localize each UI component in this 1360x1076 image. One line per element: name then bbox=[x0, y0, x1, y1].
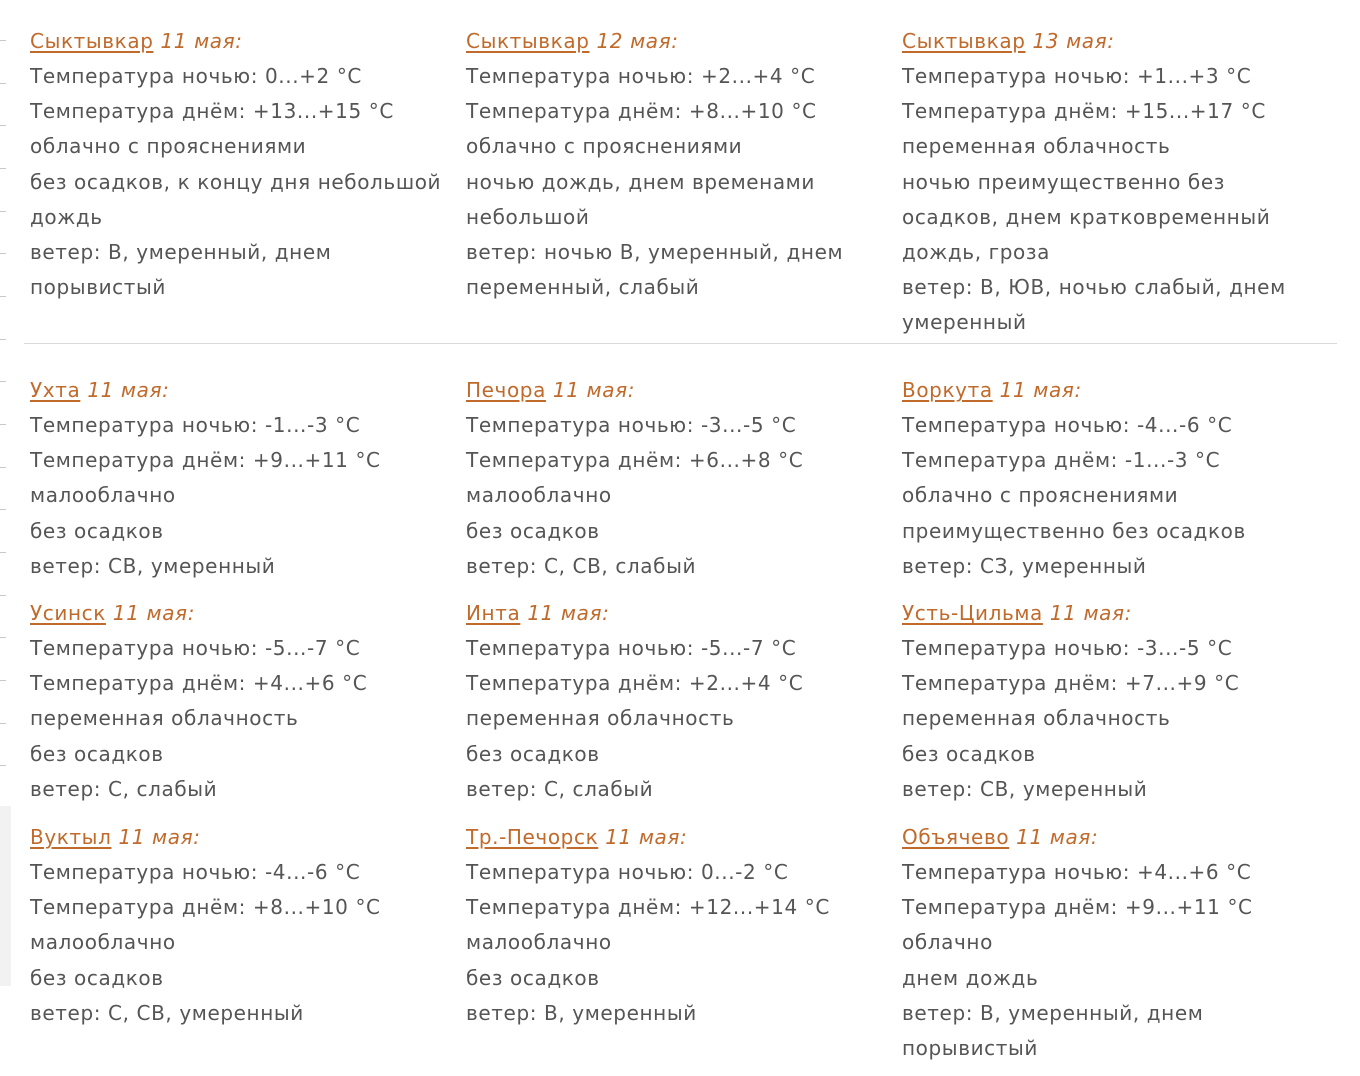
wind: ветер: СВ, умеренный bbox=[30, 553, 276, 578]
rail-panel bbox=[0, 806, 11, 986]
forecast-card bbox=[30, 596, 450, 807]
rail-tick bbox=[0, 509, 6, 510]
day-temperature: Температура днём: +8...+10 °C bbox=[466, 99, 817, 124]
day-temperature: Температура днём: +9...+11 °C bbox=[30, 448, 381, 473]
city-link[interactable]: Сыктывкар bbox=[902, 29, 1026, 53]
forecast-header bbox=[902, 596, 1322, 631]
forecast-date: 11 мая: bbox=[1049, 601, 1132, 625]
forecast-card bbox=[902, 24, 1322, 341]
rail-tick bbox=[0, 339, 6, 340]
night-temperature: Температура ночью: -3...-5 °C bbox=[466, 413, 797, 437]
rail-tick bbox=[0, 125, 6, 126]
wind: ветер: С, СВ, слабый bbox=[466, 553, 697, 578]
rail-tick bbox=[0, 211, 6, 212]
city-link[interactable]: Усинск bbox=[30, 601, 106, 625]
city-link[interactable]: Сыктывкар bbox=[466, 29, 590, 53]
rail-tick bbox=[0, 296, 6, 297]
night-temperature: Температура ночью: +1...+3 °C bbox=[902, 64, 1252, 88]
sky-condition: облачно с прояснениями bbox=[30, 134, 307, 159]
sky-condition: облачно с прояснениями bbox=[902, 483, 1179, 508]
rail-tick bbox=[0, 381, 6, 382]
forecast-header bbox=[902, 373, 1322, 408]
sky-condition: облачно bbox=[902, 930, 993, 955]
night-temperature: Температура ночью: -4...-6 °C bbox=[30, 860, 361, 884]
city-link[interactable]: Объячево bbox=[902, 825, 1010, 849]
forecast-card bbox=[902, 373, 1322, 584]
rail-tick bbox=[0, 765, 6, 766]
precipitation: без осадков, к концу дня небольшой дождь bbox=[30, 169, 442, 229]
forecast-header bbox=[466, 596, 886, 631]
forecast-header bbox=[902, 24, 1322, 59]
rail-tick bbox=[0, 253, 6, 254]
night-temperature: Температура ночью: +2...+4 °C bbox=[466, 64, 816, 88]
night-temperature: Температура ночью: -5...-7 °C bbox=[30, 636, 361, 660]
forecast-card bbox=[30, 820, 450, 1031]
precipitation: без осадков bbox=[30, 741, 164, 766]
rail-tick bbox=[0, 595, 6, 596]
night-temperature: Температура ночью: +4...+6 °C bbox=[902, 860, 1252, 884]
city-link[interactable]: Сыктывкар bbox=[30, 29, 154, 53]
forecast-card bbox=[30, 24, 450, 305]
wind: ветер: СВ, умеренный bbox=[902, 776, 1148, 801]
rail-tick bbox=[0, 680, 6, 681]
sky-condition: малооблачно bbox=[30, 483, 176, 508]
day-temperature: Температура днём: +9...+11 °C bbox=[902, 895, 1253, 920]
forecast-date: 11 мая: bbox=[527, 601, 610, 625]
wind: ветер: В, умеренный, днем порывистый bbox=[30, 240, 332, 300]
city-link[interactable]: Печора bbox=[466, 378, 546, 402]
forecast-header bbox=[902, 820, 1322, 855]
forecast-header bbox=[466, 24, 886, 59]
day-temperature: Температура днём: +6...+8 °C bbox=[466, 448, 804, 473]
sky-condition: переменная облачность bbox=[466, 706, 735, 731]
precipitation: без осадков bbox=[902, 741, 1036, 766]
day-temperature: Температура днём: +4...+6 °C bbox=[30, 671, 368, 696]
city-link[interactable]: Тр.-Печорск bbox=[466, 825, 599, 849]
wind: ветер: С, СВ, умеренный bbox=[30, 1000, 304, 1025]
forecast-header bbox=[30, 24, 450, 59]
section-divider bbox=[24, 343, 1337, 344]
city-link[interactable]: Инта bbox=[466, 601, 521, 625]
night-temperature: Температура ночью: -3...-5 °C bbox=[902, 636, 1233, 660]
day-temperature: Температура днём: +8...+10 °C bbox=[30, 895, 381, 920]
forecast-date: 11 мая: bbox=[552, 378, 636, 402]
day-temperature: Температура днём: +15...+17 °C bbox=[902, 99, 1266, 124]
left-rail bbox=[0, 0, 12, 1076]
forecast-card bbox=[466, 373, 886, 584]
forecast-date: 11 мая: bbox=[118, 825, 201, 849]
precipitation: без осадков bbox=[466, 741, 600, 766]
day-temperature: Температура днём: +12...+14 °C bbox=[466, 895, 830, 920]
rail-tick bbox=[0, 637, 6, 638]
sky-condition: малооблачно bbox=[466, 483, 612, 508]
rail-tick bbox=[0, 168, 6, 169]
forecast-card bbox=[902, 820, 1322, 1066]
precipitation: преимущественно без осадков bbox=[902, 518, 1246, 543]
night-temperature: Температура ночью: -5...-7 °C bbox=[466, 636, 797, 660]
day-temperature: Температура днём: +2...+4 °C bbox=[466, 671, 804, 696]
sky-condition: переменная облачность bbox=[30, 706, 299, 731]
forecast-date: 11 мая: bbox=[999, 378, 1082, 402]
forecast-date: 13 мая: bbox=[1032, 29, 1115, 53]
rail-tick bbox=[0, 723, 6, 724]
precipitation: без осадков bbox=[466, 965, 600, 990]
forecast-header bbox=[30, 820, 450, 855]
wind: ветер: В, ЮВ, ночью слабый, днем умеренный bbox=[902, 275, 1286, 335]
forecast-date: 11 мая: bbox=[1016, 825, 1099, 849]
night-temperature: Температура ночью: -4...-6 °C bbox=[902, 413, 1233, 437]
rail-tick bbox=[0, 424, 6, 425]
forecast-date: 12 мая: bbox=[596, 29, 679, 53]
forecast-card bbox=[466, 820, 886, 1031]
forecast-card bbox=[466, 596, 886, 807]
day-temperature: Температура днём: +13...+15 °C bbox=[30, 99, 394, 124]
precipitation: без осадков bbox=[30, 518, 164, 543]
day-temperature: Температура днём: +7...+9 °C bbox=[902, 671, 1240, 696]
wind: ветер: ночью В, умеренный, днем переменный, слабый bbox=[466, 240, 844, 300]
wind: ветер: В, умеренный bbox=[466, 1000, 697, 1025]
forecast-card bbox=[30, 373, 450, 584]
wind: ветер: С, слабый bbox=[466, 776, 654, 801]
forecast-date: 11 мая: bbox=[87, 378, 170, 402]
forecast-date: 11 мая: bbox=[605, 825, 688, 849]
forecast-header bbox=[30, 373, 450, 408]
forecast-header bbox=[466, 373, 886, 408]
forecast-header bbox=[466, 820, 886, 855]
sky-condition: облачно с прояснениями bbox=[466, 134, 743, 159]
sky-condition: переменная облачность bbox=[902, 706, 1171, 731]
wind: ветер: В, умеренный, днем порывистый bbox=[902, 1000, 1204, 1061]
city-link[interactable]: Ухта bbox=[30, 378, 81, 402]
city-link[interactable]: Вуктыл bbox=[30, 825, 112, 849]
day-temperature: Температура днём: -1...-3 °C bbox=[902, 448, 1221, 473]
city-link[interactable]: Воркута bbox=[902, 378, 993, 402]
night-temperature: Температура ночью: -1...-3 °C bbox=[30, 413, 361, 437]
city-link[interactable]: Усть-Цильма bbox=[902, 601, 1043, 625]
night-temperature: Температура ночью: 0...+2 °C bbox=[30, 64, 362, 88]
wind: ветер: С, слабый bbox=[30, 776, 218, 801]
forecast-date: 11 мая: bbox=[112, 601, 196, 625]
rail-tick bbox=[0, 83, 6, 84]
sky-condition: переменная облачность bbox=[902, 134, 1171, 159]
forecast-header bbox=[30, 596, 450, 631]
rail-tick bbox=[0, 552, 6, 553]
precipitation: ночью преимущественно без осадков, днем кратковременный дождь, гроза bbox=[902, 169, 1271, 265]
night-temperature: Температура ночью: 0...-2 °C bbox=[466, 860, 789, 884]
forecast-card bbox=[902, 596, 1322, 807]
wind: ветер: СЗ, умеренный bbox=[902, 553, 1147, 578]
forecast-date: 11 мая: bbox=[160, 29, 243, 53]
rail-tick bbox=[0, 40, 6, 41]
sky-condition: малооблачно bbox=[466, 930, 612, 955]
forecast-card bbox=[466, 24, 886, 305]
precipitation: ночью дождь, днем временами небольшой bbox=[466, 169, 815, 229]
precipitation: без осадков bbox=[466, 518, 600, 543]
precipitation: днем дождь bbox=[902, 965, 1039, 990]
rail-tick bbox=[0, 467, 6, 468]
precipitation: без осадков bbox=[30, 965, 164, 990]
sky-condition: малооблачно bbox=[30, 930, 176, 955]
